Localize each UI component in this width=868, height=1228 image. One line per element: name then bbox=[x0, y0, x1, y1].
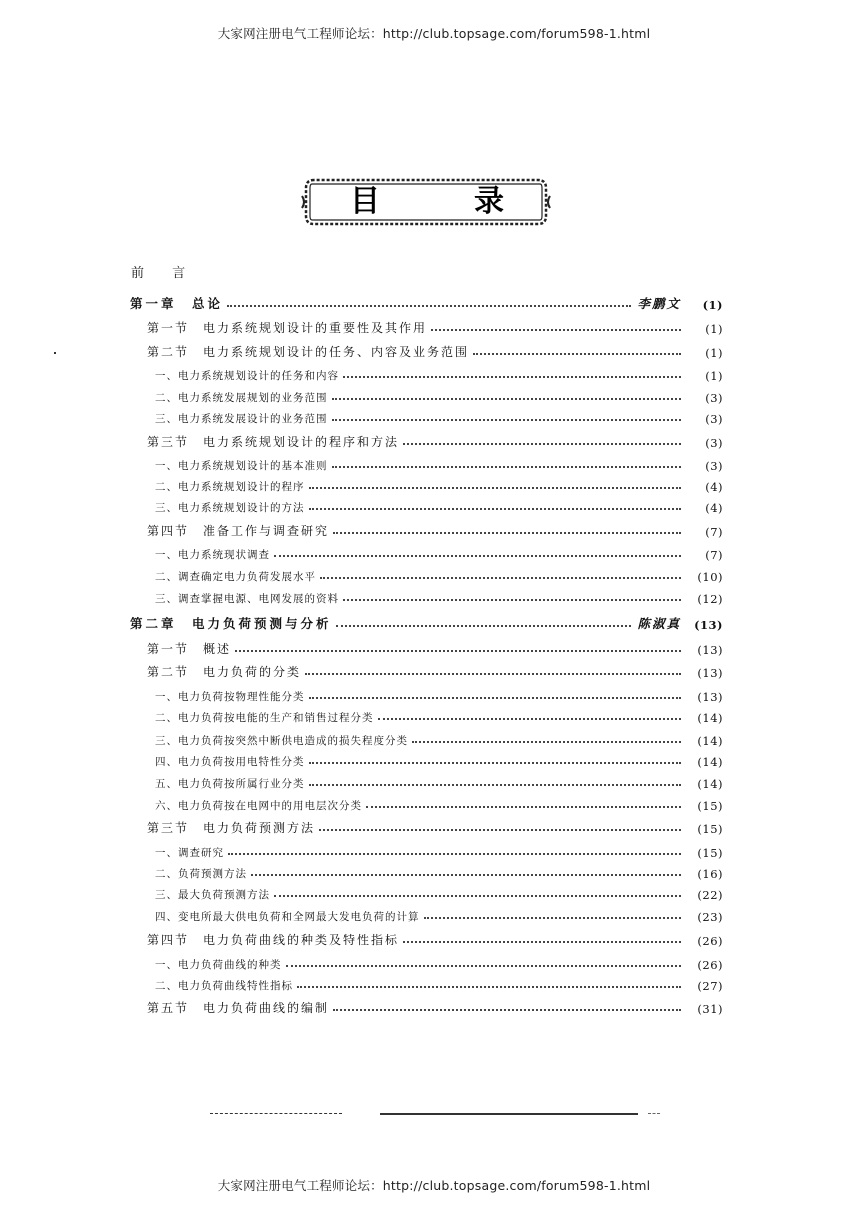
dot-leader bbox=[332, 466, 682, 468]
dot-leader bbox=[473, 353, 681, 355]
toc-entry-item[interactable] bbox=[155, 686, 723, 704]
toc-entry-page: (14) bbox=[697, 777, 723, 791]
toc-entry-page: (1) bbox=[702, 298, 723, 312]
toc-entry-label: 一、电力负荷曲线的种类 bbox=[155, 959, 282, 971]
toc-entry-section[interactable] bbox=[147, 930, 723, 948]
toc-entry-label: 第一节 概述 bbox=[147, 642, 232, 656]
toc-entry-label: 第二章 电力负荷预测与分析 bbox=[130, 616, 332, 631]
toc-entry-section[interactable] bbox=[147, 342, 723, 360]
dot-leader bbox=[309, 784, 682, 786]
toc-entry-label: 二、负荷预测方法 bbox=[155, 868, 247, 880]
toc-entry-page: (13) bbox=[697, 643, 723, 657]
dot-leader bbox=[366, 806, 681, 808]
toc-entry-item[interactable] bbox=[155, 975, 723, 993]
watermark-footer: 大家网注册电气工程师论坛：http://club.topsage.com/forum598-1.html bbox=[217, 1178, 651, 1193]
toc-entry-page: (14) bbox=[697, 734, 723, 748]
toc-entry-label: 二、电力负荷按电能的生产和销售过程分类 bbox=[155, 712, 374, 724]
toc-entry-chapter[interactable] bbox=[130, 294, 723, 312]
toc-entry-label: 二、电力系统规划设计的程序 bbox=[155, 481, 305, 493]
toc-entry-page: (1) bbox=[705, 322, 723, 336]
dot-leader bbox=[309, 487, 682, 489]
toc-entry-item[interactable] bbox=[155, 476, 723, 494]
toc-entry-label: 四、电力负荷按用电特性分类 bbox=[155, 756, 305, 768]
toc-entry-page: (3) bbox=[705, 391, 723, 405]
dot-leader bbox=[320, 577, 681, 579]
toc-entry-page: (27) bbox=[697, 979, 723, 993]
dot-leader bbox=[333, 1009, 681, 1011]
toc-entry-label: 六、电力负荷按在电网中的用电层次分类 bbox=[155, 800, 362, 812]
toc-entry-page: (26) bbox=[697, 958, 723, 972]
toc-entry-page: (15) bbox=[697, 799, 723, 813]
toc-entry-page: (4) bbox=[705, 501, 723, 515]
dot-leader bbox=[403, 941, 681, 943]
toc-entry-page: (7) bbox=[705, 548, 723, 562]
toc-entry-item[interactable] bbox=[155, 497, 723, 515]
toc-entry-chapter[interactable] bbox=[130, 614, 723, 632]
toc-entry-label: 第一章 总论 bbox=[130, 296, 224, 311]
toc-entry-page: (31) bbox=[697, 1002, 723, 1016]
dot-leader bbox=[332, 398, 682, 400]
toc-entry-item[interactable] bbox=[155, 566, 723, 584]
toc-entry-page: (16) bbox=[697, 867, 723, 881]
toc-entry-section[interactable] bbox=[147, 318, 723, 336]
dot-leader bbox=[228, 853, 681, 855]
dot-leader bbox=[309, 697, 682, 699]
dot-leader bbox=[227, 305, 631, 307]
toc-entry-label: 三、最大负荷预测方法 bbox=[155, 889, 270, 901]
toc-entry-label: 第五节 电力负荷曲线的编制 bbox=[147, 1001, 330, 1015]
dot-leader bbox=[305, 673, 681, 675]
dot-leader bbox=[251, 874, 681, 876]
toc-entry-label: 第三节 电力系统规划设计的程序和方法 bbox=[147, 435, 400, 449]
toc-entry-item[interactable] bbox=[155, 455, 723, 473]
toc-entry-page: (4) bbox=[705, 480, 723, 494]
toc-entry-item[interactable] bbox=[155, 544, 723, 562]
footer-rule bbox=[210, 1111, 660, 1117]
toc-entry-label: 二、电力系统发展规划的业务范围 bbox=[155, 392, 328, 404]
dot-leader bbox=[431, 329, 681, 331]
toc-entry-label: 一、电力系统规划设计的基本准则 bbox=[155, 460, 328, 472]
toc-entry-label: 一、电力系统现状调查 bbox=[155, 549, 270, 561]
toc-entry-page: (1) bbox=[705, 346, 723, 360]
dot-leader bbox=[309, 762, 682, 764]
toc-entry-page: (13) bbox=[694, 618, 723, 632]
toc-entry-label: 二、调查确定电力负荷发展水平 bbox=[155, 571, 316, 583]
dot-leader bbox=[343, 376, 681, 378]
toc-title-frame bbox=[300, 176, 552, 228]
toc-entry-section[interactable] bbox=[147, 662, 723, 680]
dot-leader bbox=[319, 829, 681, 831]
toc-entry-label: 五、电力负荷按所属行业分类 bbox=[155, 778, 305, 790]
dot-leader bbox=[403, 443, 681, 445]
dot-leader bbox=[332, 419, 682, 421]
toc-entry-author: 陈淑真 bbox=[637, 616, 681, 631]
toc-entry-page: (26) bbox=[697, 934, 723, 948]
toc-entry-section[interactable] bbox=[147, 521, 723, 539]
toc-entry-page: (7) bbox=[705, 525, 723, 539]
dot-leader bbox=[378, 718, 682, 720]
toc-entry-author: 李鹏文 bbox=[637, 296, 681, 311]
toc-entry-label: 第一节 电力系统规划设计的重要性及其作用 bbox=[147, 321, 428, 335]
dot-leader bbox=[286, 965, 682, 967]
scan-speck bbox=[54, 352, 56, 354]
toc-entry-label: 第二节 电力系统规划设计的任务、内容及业务范围 bbox=[147, 345, 470, 359]
toc-entry-page: (3) bbox=[705, 412, 723, 426]
dot-leader bbox=[424, 917, 682, 919]
toc-entry-label: 三、电力系统规划设计的方法 bbox=[155, 502, 305, 514]
toc-entry-item[interactable] bbox=[155, 730, 723, 748]
dot-leader bbox=[274, 555, 681, 557]
toc-entry-item[interactable] bbox=[155, 387, 723, 405]
toc-entry-label: 第三节 电力负荷预测方法 bbox=[147, 821, 316, 835]
dot-leader bbox=[333, 532, 681, 534]
dot-leader bbox=[343, 599, 681, 601]
toc-entry-label: 三、电力负荷按突然中断供电造成的损失程度分类 bbox=[155, 735, 408, 747]
toc-entry-label: 三、调查掌握电源、电网发展的资料 bbox=[155, 593, 339, 605]
toc-entry-page: (3) bbox=[705, 459, 723, 473]
ornate-frame-icon bbox=[300, 176, 552, 228]
toc-entry-label: 三、电力系统发展设计的业务范围 bbox=[155, 413, 328, 425]
toc-entry-label: 第四节 准备工作与调查研究 bbox=[147, 524, 330, 538]
toc-entry-page: (10) bbox=[697, 570, 723, 584]
dot-leader bbox=[412, 741, 681, 743]
toc-entry-section[interactable] bbox=[147, 639, 723, 657]
toc-entry-page: (13) bbox=[697, 690, 723, 704]
toc-entry-page: (22) bbox=[697, 888, 723, 902]
title-char-lu: 录 bbox=[474, 184, 504, 219]
toc-entry-page: (12) bbox=[697, 592, 723, 606]
toc-entry-page: (14) bbox=[697, 711, 723, 725]
toc-entry-item[interactable] bbox=[155, 707, 723, 725]
toc-entry-section[interactable] bbox=[147, 432, 723, 450]
toc-entry-label: 一、调查研究 bbox=[155, 847, 224, 859]
toc-entry-item[interactable] bbox=[155, 863, 723, 881]
dot-leader bbox=[309, 508, 682, 510]
toc-entry-item[interactable] bbox=[155, 751, 723, 769]
toc-entry-page: (3) bbox=[705, 436, 723, 450]
toc-entry-item[interactable] bbox=[155, 365, 723, 383]
toc-entry-item[interactable] bbox=[155, 954, 723, 972]
toc-entry-page: (13) bbox=[697, 666, 723, 680]
toc-entry-label: 一、电力负荷按物理性能分类 bbox=[155, 691, 305, 703]
dot-leader bbox=[336, 625, 632, 627]
toc-preface[interactable]: 前 言 bbox=[131, 266, 198, 281]
dot-leader bbox=[297, 986, 681, 988]
title-char-mu: 目 bbox=[350, 184, 380, 219]
toc-entry-section[interactable] bbox=[147, 998, 723, 1016]
watermark-header: 大家网注册电气工程师论坛：http://club.topsage.com/forum598-1.html bbox=[217, 26, 651, 41]
toc-entry-page: (15) bbox=[697, 822, 723, 836]
toc-entry-item[interactable] bbox=[155, 842, 723, 860]
toc-entry-label: 一、电力系统规划设计的任务和内容 bbox=[155, 370, 339, 382]
toc-entry-page: (23) bbox=[697, 910, 723, 924]
toc-entry-item[interactable] bbox=[155, 795, 723, 813]
toc-entry-label: 第二节 电力负荷的分类 bbox=[147, 665, 302, 679]
dot-leader bbox=[274, 895, 681, 897]
toc-entry-item[interactable] bbox=[155, 588, 723, 606]
toc-entry-item[interactable] bbox=[155, 408, 723, 426]
toc-entry-item[interactable] bbox=[155, 906, 723, 924]
toc-entry-label: 四、变电所最大供电负荷和全网最大发电负荷的计算 bbox=[155, 911, 420, 923]
toc-entry-label: 二、电力负荷曲线特性指标 bbox=[155, 980, 293, 992]
toc-entry-item[interactable] bbox=[155, 773, 723, 791]
toc-entry-label: 第四节 电力负荷曲线的种类及特性指标 bbox=[147, 933, 400, 947]
toc-entry-section[interactable] bbox=[147, 818, 723, 836]
toc-entry-page: (14) bbox=[697, 755, 723, 769]
toc-entry-page: (1) bbox=[705, 369, 723, 383]
dot-leader bbox=[235, 650, 681, 652]
toc-entry-item[interactable] bbox=[155, 884, 723, 902]
toc-entry-page: (15) bbox=[697, 846, 723, 860]
